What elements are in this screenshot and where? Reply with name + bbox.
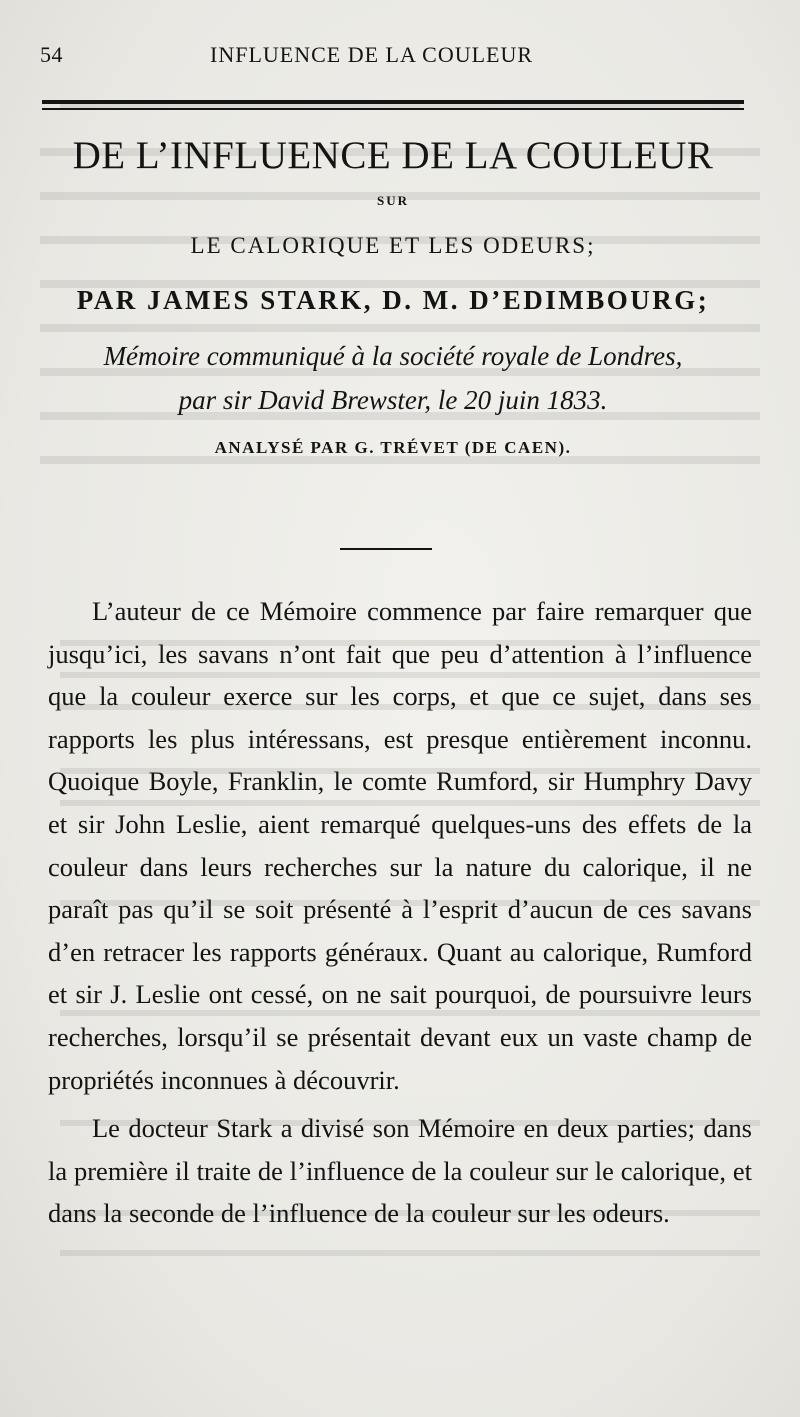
memoir-note-line-2: par sir David Brewster, le 20 juin 1833. bbox=[178, 385, 608, 415]
memoir-note-line-1: Mémoire communiqué à la société royale de Londres, bbox=[103, 341, 683, 371]
running-head bbox=[40, 42, 740, 70]
header-rule-thin bbox=[42, 108, 744, 110]
article-subtitle: LE CALORIQUE ET LES ODEURS; bbox=[190, 233, 596, 258]
running-title: INFLUENCE DE LA COULEUR bbox=[210, 42, 534, 67]
body-paragraph-1: L’auteur de ce Mémoire commence par faire remarquer que jusqu’ici, les savans n’ont fait que peu d’attention à l’influence que la couleur exerce sur les corps, et que ce sujet, dans ses rapports les plus intéressans, est presque entièrement inconnu. Quoique Boyle, Franklin, le comte Rumford, sir Humphry Davy et sir John Leslie, aient remarqué quelques-uns des effets de la couleur dans leurs recherches sur la nature du calorique, il ne paraît pas qu’il se soit présenté à l’esprit d’aucun de ces savans d’en retracer les rapports généraux. Quant au calorique, Rumford et sir J. Leslie ont cessé, on ne sait pourquoi, de poursuivre leurs recherches, lorsqu’il se présentait devant eux un vaste champ de propriétés inconnues à découvrir. bbox=[48, 596, 752, 1095]
header-rule-thick bbox=[42, 100, 744, 104]
analysed-by: ANALYSÉ PAR G. TRÉVET (DE CAEN). bbox=[214, 438, 572, 457]
section-divider bbox=[340, 548, 432, 550]
page-number: 54 bbox=[40, 42, 63, 67]
article-heading bbox=[42, 128, 744, 462]
article-body bbox=[48, 590, 752, 1235]
article-author: PAR JAMES STARK, D. M. D’EDIMBOURG; bbox=[76, 285, 710, 315]
memoir-note bbox=[42, 334, 744, 422]
article-title: DE L’INFLUENCE DE LA COULEUR bbox=[72, 134, 714, 177]
title-connector: SUR bbox=[376, 193, 409, 208]
body-paragraph-2: Le docteur Stark a divisé son Mémoire en deux parties; dans la première il traite de l’influence de la couleur sur le calorique, et dans la seconde de l’influence de la couleur sur les odeurs. bbox=[48, 1113, 752, 1229]
